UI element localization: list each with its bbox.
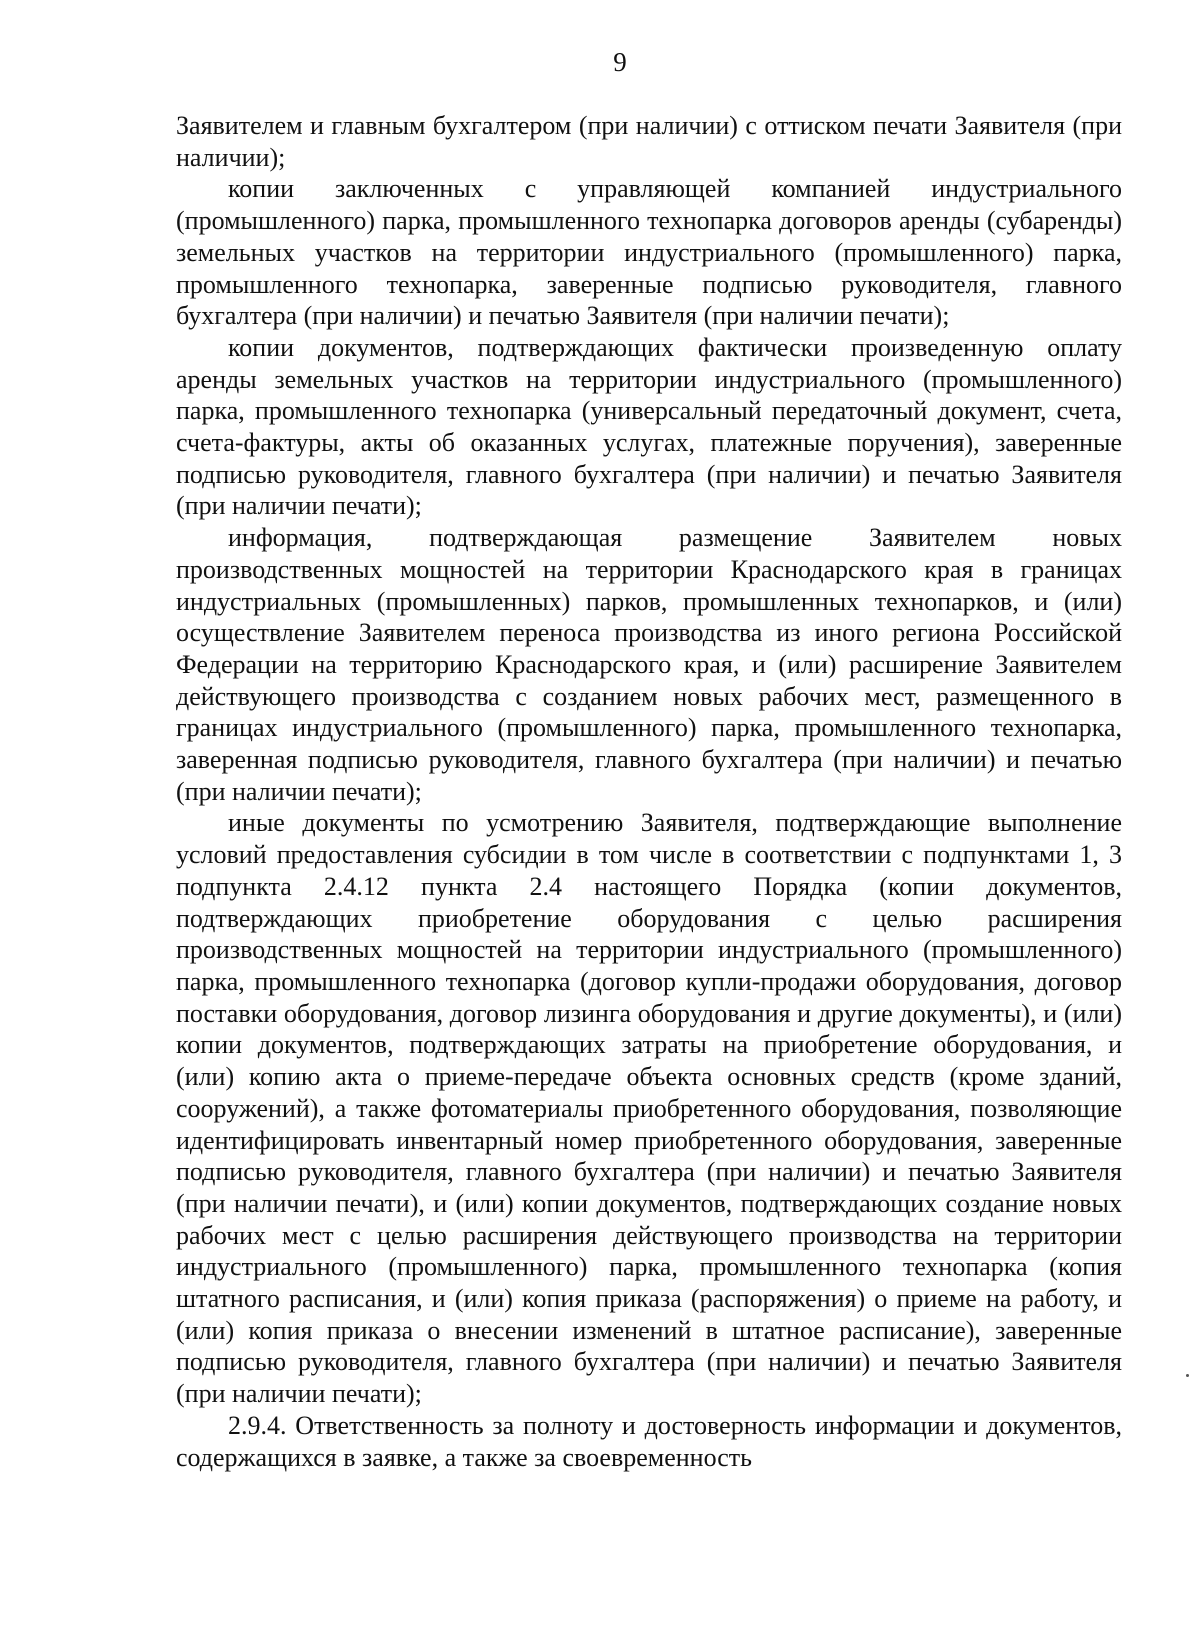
- paragraph-other-documents: иные документы по усмотрению Заявителя, подтверждающие выполнение условий предоставления субсидии в том числе в соответствии с подпунктами 1, 3 подпункта 2.4.12 пункта 2.4 настоящего Порядка (копии документов, подтверждающих приобретение оборудования с целью расширения производственных мощностей на территории индустриального (промышленного) парка, промышленного технопарка (договор купли-продажи оборудования, договор поставки оборудования, договор лизинга оборудования и другие документы), и (или) копии документов, подтверждающих затраты на приобретение оборудования, и (или) копию акта о приеме-передаче объекта основных средств (кроме зданий, сооружений), а также фотоматериалы приобретенного оборудования, позволяющие идентифицировать инвентарный номер приобретенного оборудования, заверенные подписью руководителя, главного бухгалтера (при наличии) и печатью Заявителя (при наличии печати), и (или) копии документов, подтверждающих создание новых рабочих мест с целью расширения действующего производства на территории индустриального (промышленного) парка, промышленного технопарка (копия штатного расписания, и (или) копия приказа (распоряжения) о приеме на работу, и (или) копия приказа о внесении изменений в штатное расписание), заверенные подписью руководителя, главного бухгалтера (при наличии) и печатью Заявителя (при наличии печати);: [176, 808, 1122, 1409]
- page-number: 9: [613, 47, 627, 77]
- paragraph-continuation: Заявителем и главным бухгалтером (при наличии) с оттиском печати Заявителя (при наличии);: [176, 111, 1122, 172]
- paragraph-payment-documents: копии документов, подтверждающих фактически произведенную оплату аренды земельных участков на территории индустриального (промышленного) парка, промышленного технопарка (универсальный передаточный документ, счета, счета-фактуры, акты об оказанных услугах, платежные поручения), заверенные подписью руководителя, главного бухгалтера (при наличии) и печатью Заявителя (при наличии печати);: [176, 332, 1122, 521]
- paragraph-2-9-4: 2.9.4. Ответственность за полноту и достоверность информации и документов, содержащихся в заявке, а также за своевременность: [176, 1410, 1122, 1472]
- paragraph-lease-contracts: копии заключенных с управляющей компанией индустриального (промышленного) парка, промышленного технопарка договоров аренды (субаренды) земельных участков на территории индустриального (промышленного) парка, промышленного технопарка, заверенные подписью руководителя, главного бухгалтера (при наличии) и печатью Заявителя (при наличии печати);: [176, 174, 1122, 331]
- paragraph-capacity-information: информация, подтверждающая размещение Заявителем новых производственных мощностей на территории Краснодарского края в границах индустриальных (промышленных) парков, промышленных технопарков, и (или) осуществление Заявителем переноса производства из иного региона Российской Федерации на территорию Краснодарского края, и (или) расширение Заявителем действующего производства с созданием новых рабочих мест, размещенного в границах индустриального (промышленного) парка, промышленного технопарка, заверенная подписью руководителя, главного бухгалтера (при наличии) и печатью (при наличии печати);: [176, 523, 1122, 806]
- document-body: [176, 110, 1122, 1473]
- scan-speck: [1186, 1374, 1189, 1377]
